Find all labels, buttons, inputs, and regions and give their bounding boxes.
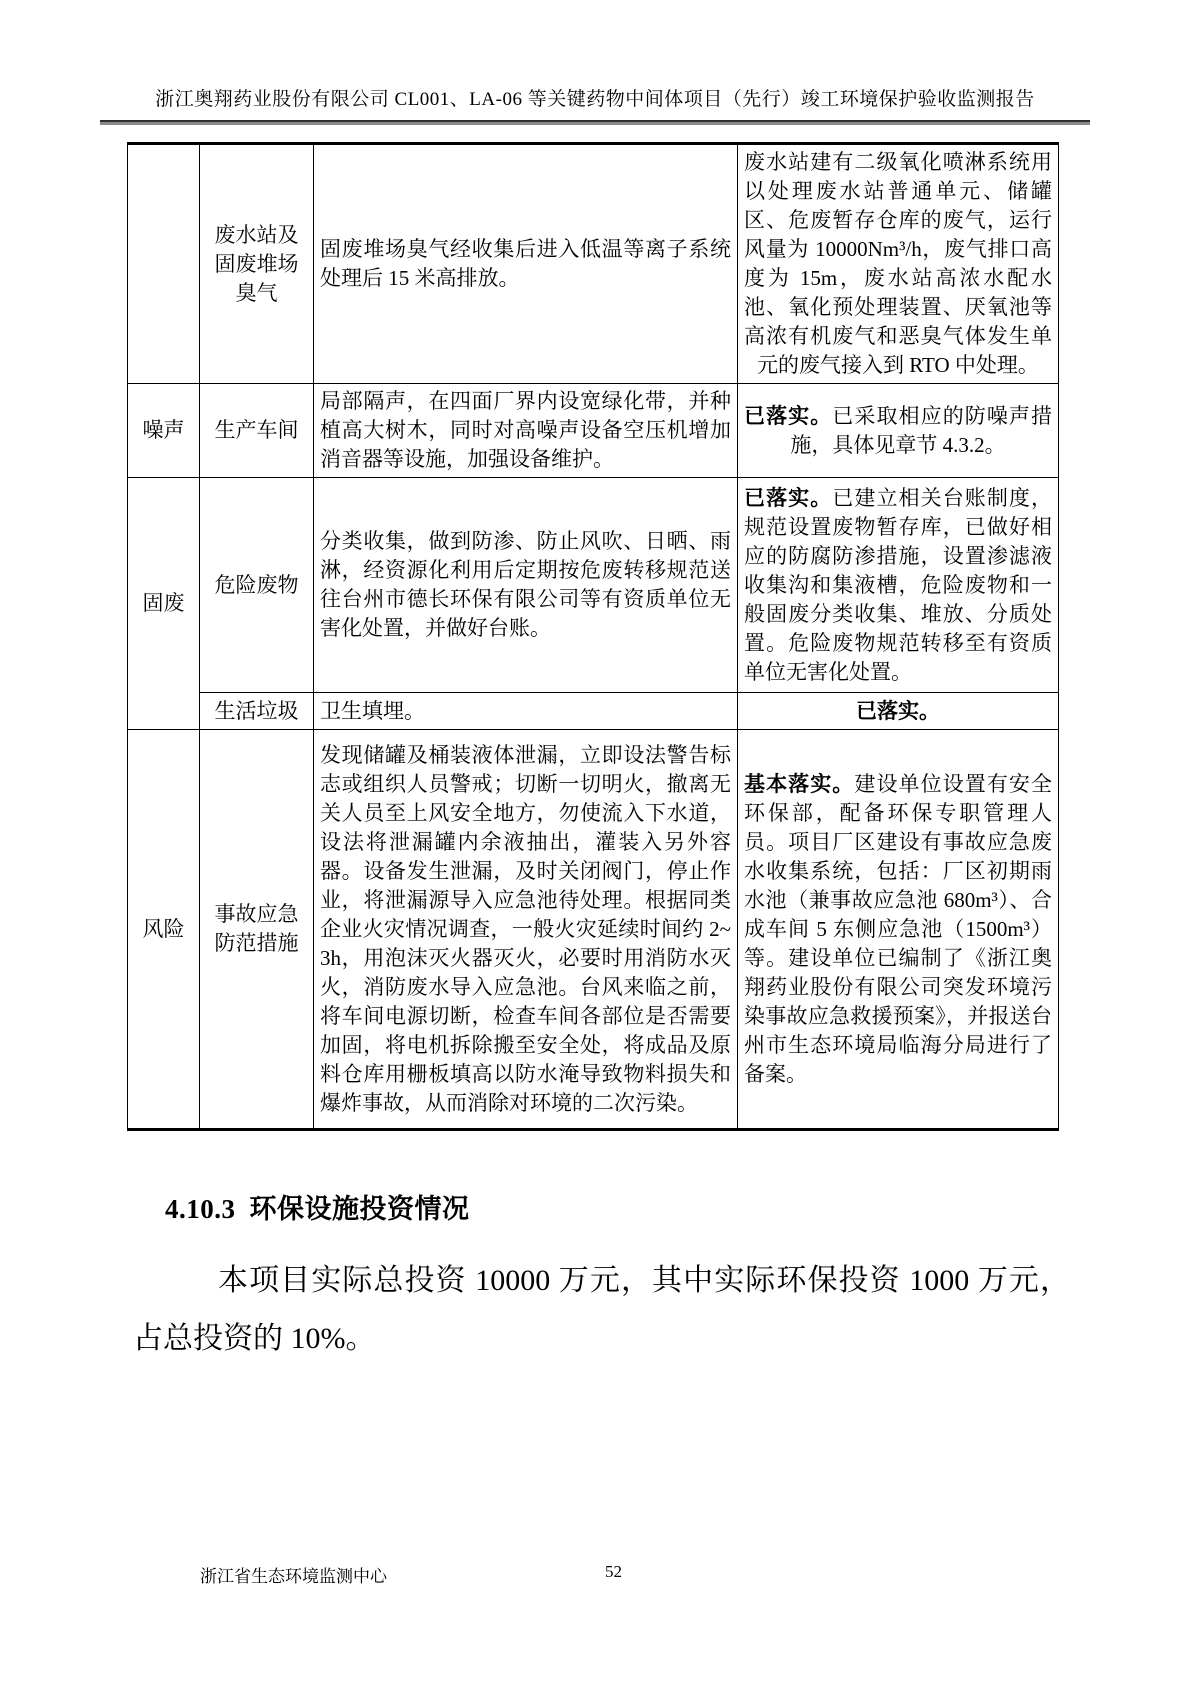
item-cell: 生产车间 [200, 384, 314, 478]
status-cell [738, 730, 1059, 1130]
status-text: 已采取相应的防噪声措施，具体见章节 4.3.2。 [790, 403, 1053, 457]
status-lead: 基本落实。 [744, 771, 855, 796]
footer-organization: 浙江省生态环境监测中心 [200, 1567, 387, 1586]
status-text: 废水站建有二级氧化喷淋系统用以处理废水站普通单元、储罐区、危废暂存仓库的废气，运行风量为 10000Nm³/h，废气排口高度为 15m，废水站高浓水配水池、氧化预处理装置、厌氧池等高浓有机废气和恶臭气体发生单元的废气接入到 RTO 中处理。 [744, 150, 1052, 377]
section-heading [165, 1187, 1190, 1226]
measure-cell: 固废堆场臭气经收集后进入低温等离子系统处理后 15 米高排放。 [314, 144, 738, 384]
status-text: 建设单位设置有安全环保部，配备环保专职管理人员。项目厂区建设有事故应急废水收集系统，包括：厂区初期雨水池（兼事故应急池 680m³）、合成车间 5 东侧应急池（1500m³）等。建设单位已编制了《浙江奥翔药业股份有限公司突发环境污染事故应急救援预案》，并报送台州市生态环境局临海分局进行了备案。 [744, 771, 1053, 1086]
table-row [128, 730, 1059, 1130]
status-text: 已建立相关台账制度，规范设置废物暂存库，已做好相应的防腐防渗措施，设置渗滤液收集沟和集液槽，危险废物和一般固废分类收集、堆放、分质处置。危险废物规范转移至有资质单位无害化处置。 [744, 485, 1053, 684]
measure-cell: 发现储罐及桶装液体泄漏，立即设法警告标志或组织人员警戒；切断一切明火，撤离无关人员至上风安全地方，勿使流入下水道，设法将泄漏罐内余液抽出，灌装入另外容器。设备发生泄漏，及时关闭阀门，停止作业，将泄漏源导入应急池待处理。根据同类企业火灾情况调查，一般火灾延续时间约 2~3h，用泡沫灭火器灭火，必要时用消防水灭火，消防废水导入应急池。台风来临之前，将车间电源切断，检查车间各部位是否需要加固，将电机拆除搬至安全处，将成品及原料仓库用栅板填高以防水淹导致物料损失和爆炸事故，从而消除对环境的二次污染。 [314, 730, 738, 1130]
status-cell [738, 144, 1059, 384]
table-row [128, 478, 1059, 693]
category-cell: 噪声 [128, 384, 200, 478]
body-paragraph: 本项目实际总投资 10000 万元，其中实际环保投资 1000 万元，占总投资的 10%。 [133, 1264, 1070, 1355]
status-lead: 已落实。 [744, 485, 833, 510]
status-lead: 已落实。 [744, 403, 833, 428]
status-cell [738, 693, 1059, 730]
category-cell: 风险 [128, 730, 200, 1130]
measure-cell: 分类收集，做到防渗、防止风吹、日晒、雨淋，经资源化利用后定期按危废转移规范送往台州市德长环保有限公司等有资质单位无害化处置，并做好台账。 [314, 478, 738, 693]
category-cell: 固废 [128, 478, 200, 730]
page-number: 52 [605, 1562, 622, 1581]
header-rule [100, 120, 1090, 125]
item-cell: 废水站及固废堆场臭气 [200, 144, 314, 384]
status-cell [738, 478, 1059, 693]
report-header-title: 浙江奥翔药业股份有限公司 CL001、LA-06 等关键药物中间体项目（先行）竣工环境保护验收监测报告 [155, 89, 1035, 110]
category-cell [128, 144, 200, 384]
status-cell [738, 384, 1059, 478]
measure-cell: 局部隔声，在四面厂界内设宽绿化带，并种植高大树木，同时对高噪声设备空压机增加消音器等设施，加强设备维护。 [314, 384, 738, 478]
table-row [128, 384, 1059, 478]
section-number: 4.10.3 [165, 1194, 236, 1224]
status-lead: 已落实。 [856, 698, 940, 723]
item-cell: 生活垃圾 [200, 693, 314, 730]
measures-table [127, 142, 1059, 1131]
item-cell: 危险废物 [200, 478, 314, 693]
section-title: 环保设施投资情况 [249, 1194, 470, 1224]
table-row [128, 144, 1059, 384]
table-row [128, 693, 1059, 730]
item-cell: 事故应急防范措施 [200, 730, 314, 1130]
measure-cell: 卫生填埋。 [314, 693, 738, 730]
